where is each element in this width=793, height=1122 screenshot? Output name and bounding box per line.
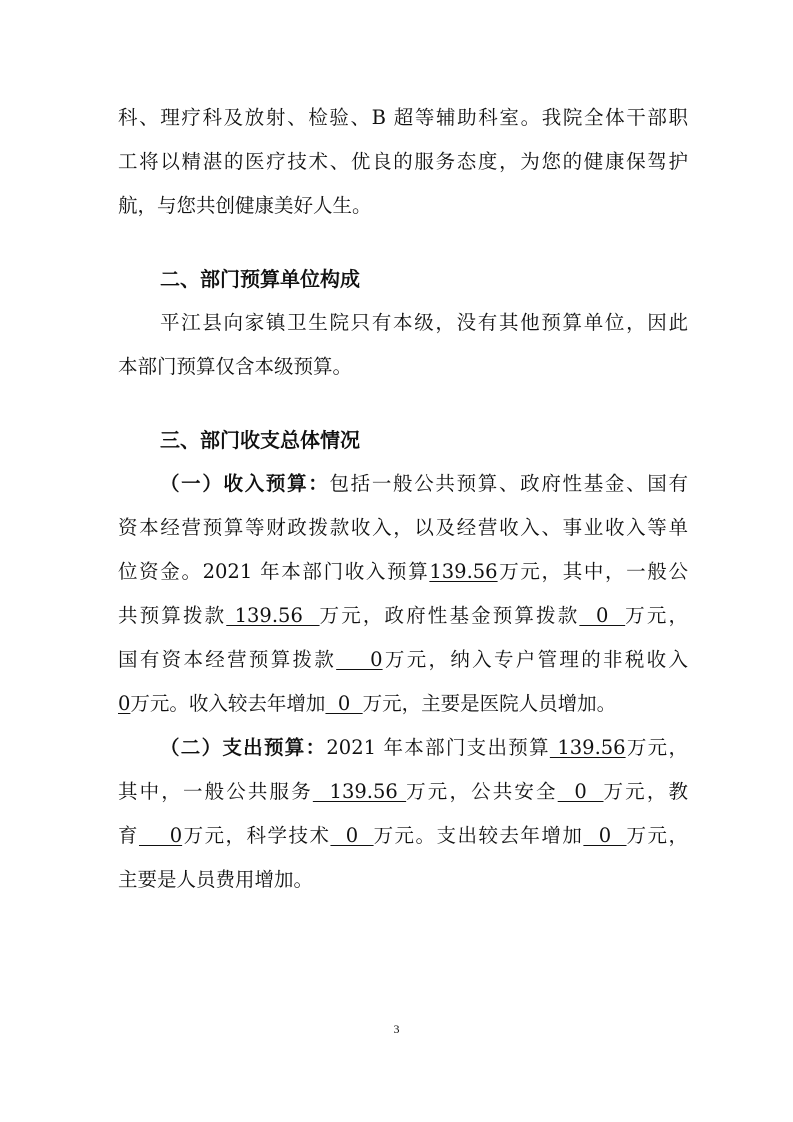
text-fragment: 万元， xyxy=(625,604,688,627)
science-value: 0 xyxy=(330,824,374,847)
text-fragment: 万元，教 xyxy=(603,780,688,803)
income-label: （一）收入预算： xyxy=(160,472,330,495)
text-fragment: 万元，纳入专户管理的非税收入 xyxy=(382,648,688,671)
general-budget-value: 139.56 xyxy=(226,604,320,627)
text-fragment: 万元，其中，一般公 xyxy=(497,560,688,583)
intro-line-2: 工将以精湛的医疗技术、优良的服务态度，为您的健康保驾护 xyxy=(118,150,688,173)
public-safety-value: 0 xyxy=(557,780,604,803)
text-fragment: 位资金。2021 年本部门收入预算 xyxy=(118,560,430,583)
intro-line-1: 科、理疗科及放射、检验、B 超等辅助科室。我院全体干部职 xyxy=(118,106,688,129)
text-fragment: 2021 年本部门支出预算 xyxy=(326,736,550,759)
income-total-value: 139.56 xyxy=(429,560,498,583)
expense-increase-value: 0 xyxy=(583,824,627,847)
text-fragment: 万元，主要是医院人员增加。 xyxy=(362,692,617,715)
income-line-6 xyxy=(118,689,688,719)
income-text: 包括一般公共预算、政府性基金、国有 xyxy=(329,472,688,495)
section3-heading: 三、部门收支总体情况 xyxy=(160,428,360,452)
income-line-2: 资本经营预算等财政拨款收入，以及经营收入、事业收入等单 xyxy=(118,516,688,539)
public-service-value: 139.56 xyxy=(312,780,407,803)
text-fragment: 育 xyxy=(118,824,139,847)
text-fragment: 万元， xyxy=(626,824,688,847)
text-fragment: 万元， xyxy=(625,736,688,759)
text-fragment: 万元，科学技术 xyxy=(182,824,331,847)
state-capital-value: 0 xyxy=(336,648,383,671)
income-line-5 xyxy=(118,645,688,675)
education-value: 0 xyxy=(138,824,183,847)
income-line-1 xyxy=(160,469,688,499)
text-fragment: 万元，政府性基金预算拨款 xyxy=(319,604,580,627)
text-fragment: 共预算拨款 xyxy=(118,604,227,627)
income-increase-value: 0 xyxy=(325,692,363,715)
expense-total-value: 139.56 xyxy=(549,736,626,759)
section2-heading: 二、部门预算单位构成 xyxy=(160,267,360,291)
expense-line-4: 主要是人员费用增加。 xyxy=(118,868,314,891)
income-line-4 xyxy=(118,601,688,631)
intro-line-3: 航，与您共创健康美好人生。 xyxy=(118,194,372,217)
section2-line-1: 平江县向家镇卫生院只有本级，没有其他预算单位，因此 xyxy=(160,311,688,334)
expense-line-2 xyxy=(118,777,688,807)
expense-line-3 xyxy=(118,821,688,851)
expense-line-1 xyxy=(160,733,688,763)
nontax-income-value: 0 xyxy=(118,692,131,715)
expense-label: （二）支出预算： xyxy=(160,736,327,759)
text-fragment: 国有资本经营预算拨款 xyxy=(118,648,337,671)
page-number: 3 xyxy=(393,1022,400,1036)
income-line-3 xyxy=(118,557,688,587)
text-fragment: 万元。收入较去年增加 xyxy=(130,692,326,715)
section2-line-2: 本部门预算仅含本级预算。 xyxy=(118,355,353,378)
text-fragment: 万元，公共安全 xyxy=(406,780,558,803)
text-fragment: 万元。支出较去年增加 xyxy=(373,824,584,847)
fund-budget-value: 0 xyxy=(579,604,626,627)
text-fragment: 其中，一般公共服务 xyxy=(118,780,313,803)
